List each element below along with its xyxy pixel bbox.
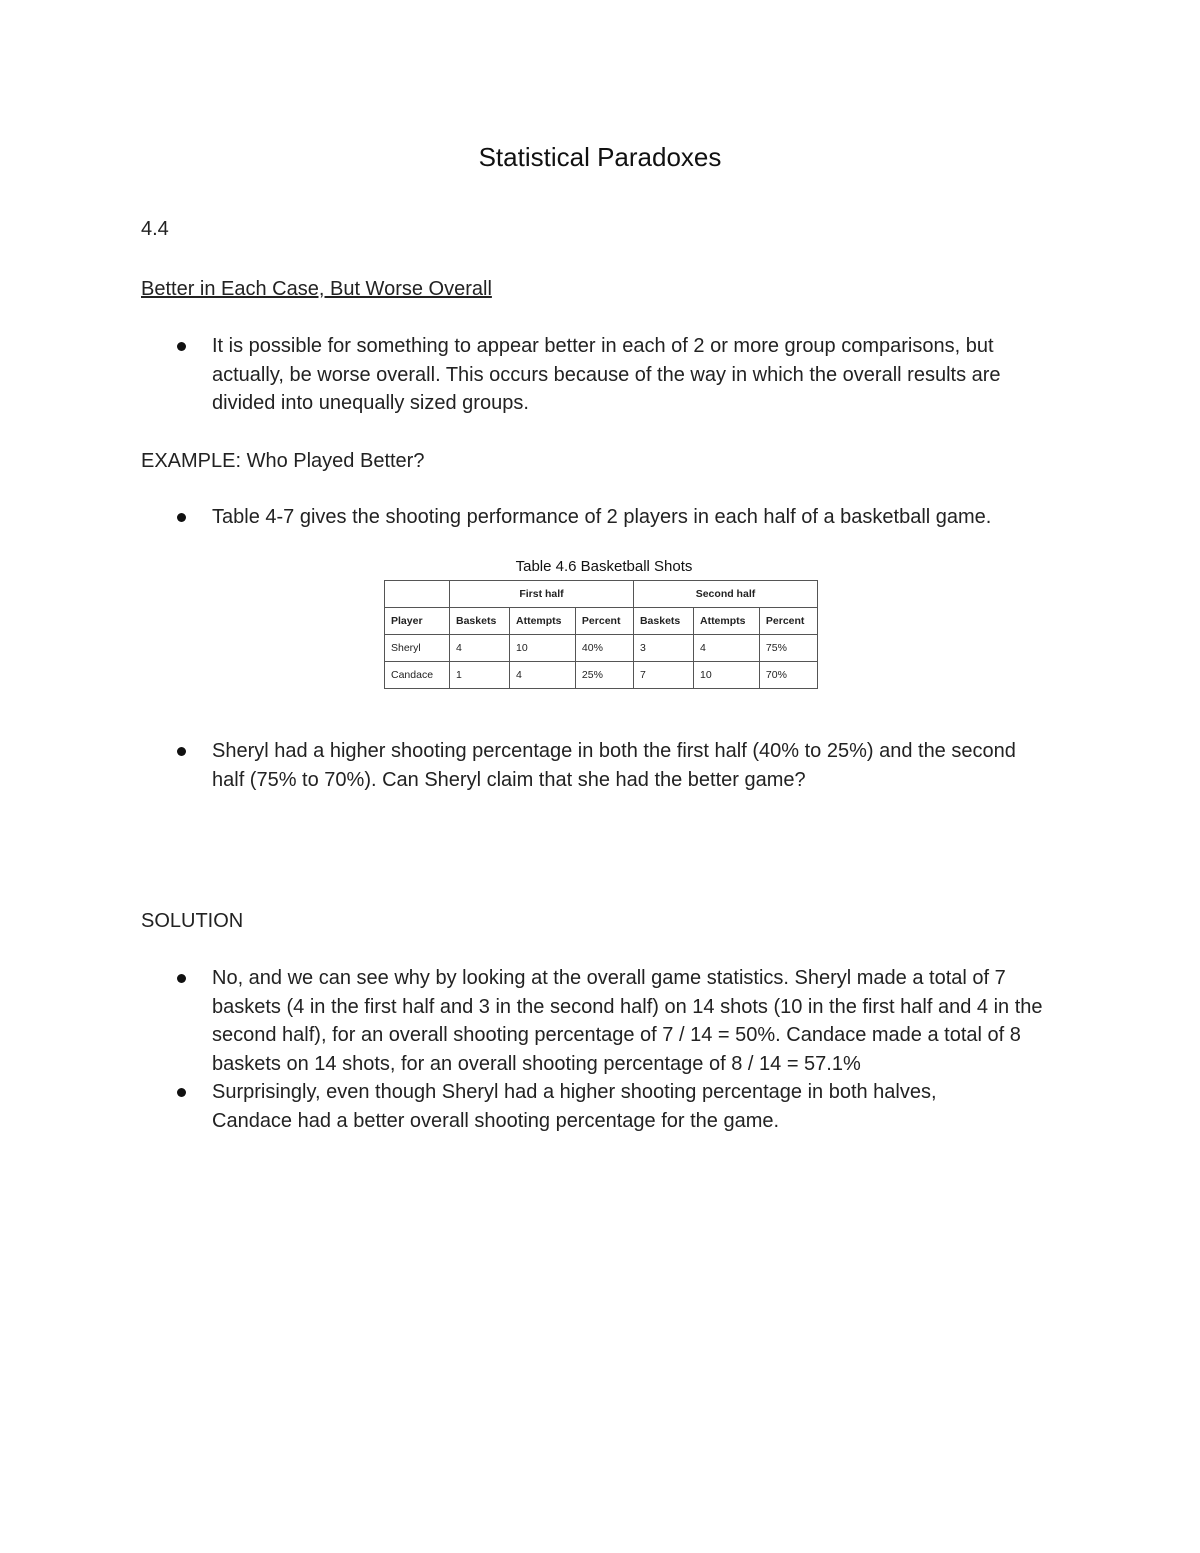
list-item <box>0 503 1082 532</box>
table-cell: Sheryl <box>385 635 450 662</box>
table-header-row <box>385 608 818 635</box>
intro-bullet-list <box>0 332 1062 418</box>
table-row <box>385 662 818 689</box>
bullet-icon <box>177 747 186 756</box>
solution-heading: SOLUTION <box>141 910 244 932</box>
bullet-icon <box>177 1088 186 1097</box>
list-item <box>0 737 1022 794</box>
page-title: Statistical Paradoxes <box>478 142 722 172</box>
table-group-header-row <box>385 581 818 608</box>
section-subheading: Better in Each Case, But Worse Overall <box>141 278 492 300</box>
table-cell: 1 <box>450 662 510 689</box>
table-header-cell: Player <box>385 608 450 635</box>
bullet-text: Surprisingly, even though Sheryl had a higher shooting percentage in both halves, Candace had a better overall shooting percentage for the game. <box>212 1081 937 1132</box>
table-cell: 70% <box>759 662 817 689</box>
bullet-icon <box>177 342 186 351</box>
section-number: 4.4 <box>141 218 169 240</box>
table-cell: 40% <box>575 635 633 662</box>
question-bullet-list <box>0 737 1022 794</box>
example-heading: EXAMPLE: Who Played Better? <box>141 450 425 472</box>
table-cell: 3 <box>633 635 693 662</box>
table-cell: 4 <box>510 662 576 689</box>
table-cell: 4 <box>450 635 510 662</box>
solution-bullet-list <box>0 964 1060 1135</box>
bullet-icon <box>177 974 186 983</box>
list-item <box>0 1078 1012 1135</box>
table-cell: 10 <box>510 635 576 662</box>
table-cell: 4 <box>693 635 759 662</box>
table-header-cell: Baskets <box>633 608 693 635</box>
bullet-text: Table 4-7 gives the shooting performance of 2 players in each half of a basketball game. <box>212 506 992 528</box>
basketball-shots-table-figure <box>384 558 820 689</box>
bullet-text: It is possible for something to appear better in each of 2 or more group comparisons, but actually, be worse overall. This occurs because of the way in which the overall results are divided into unequally sized groups. <box>212 335 1001 414</box>
list-item <box>0 332 1062 418</box>
list-item <box>0 964 1060 1078</box>
table-cell: 75% <box>759 635 817 662</box>
table-header-blank <box>385 581 450 608</box>
table-cell: 25% <box>575 662 633 689</box>
bullet-icon <box>177 513 186 522</box>
table-cell: 10 <box>693 662 759 689</box>
table-group-header-second-half: Second half <box>633 581 817 608</box>
table-header-cell: Attempts <box>510 608 576 635</box>
bullet-text: No, and we can see why by looking at the overall game statistics. Sheryl made a total of 7 baskets (4 in the first half and 3 in the second half) on 14 shots (10 in the first half and 4 in the second half), for an overall shooting percentage of 7 / 14 = 50%. Candace made a total of 8 baskets on 14 shots, for an overall shooting percentage of 8 / 14 = 57.1% <box>212 967 1043 1075</box>
table-header-cell: Baskets <box>450 608 510 635</box>
table-header-cell: Percent <box>759 608 817 635</box>
basketball-shots-table <box>384 580 818 689</box>
table-cell: 7 <box>633 662 693 689</box>
table-header-cell: Percent <box>575 608 633 635</box>
table-row <box>385 635 818 662</box>
example-bullet-list <box>0 503 1082 532</box>
table-header-cell: Attempts <box>693 608 759 635</box>
bullet-text: Sheryl had a higher shooting percentage in both the first half (40% to 25%) and the second half (75% to 70%). Can Sheryl claim that she had the better game? <box>212 740 1016 791</box>
table-caption: Table 4.6 Basketball Shots <box>515 558 693 575</box>
table-cell: Candace <box>385 662 450 689</box>
table-group-header-first-half: First half <box>450 581 634 608</box>
